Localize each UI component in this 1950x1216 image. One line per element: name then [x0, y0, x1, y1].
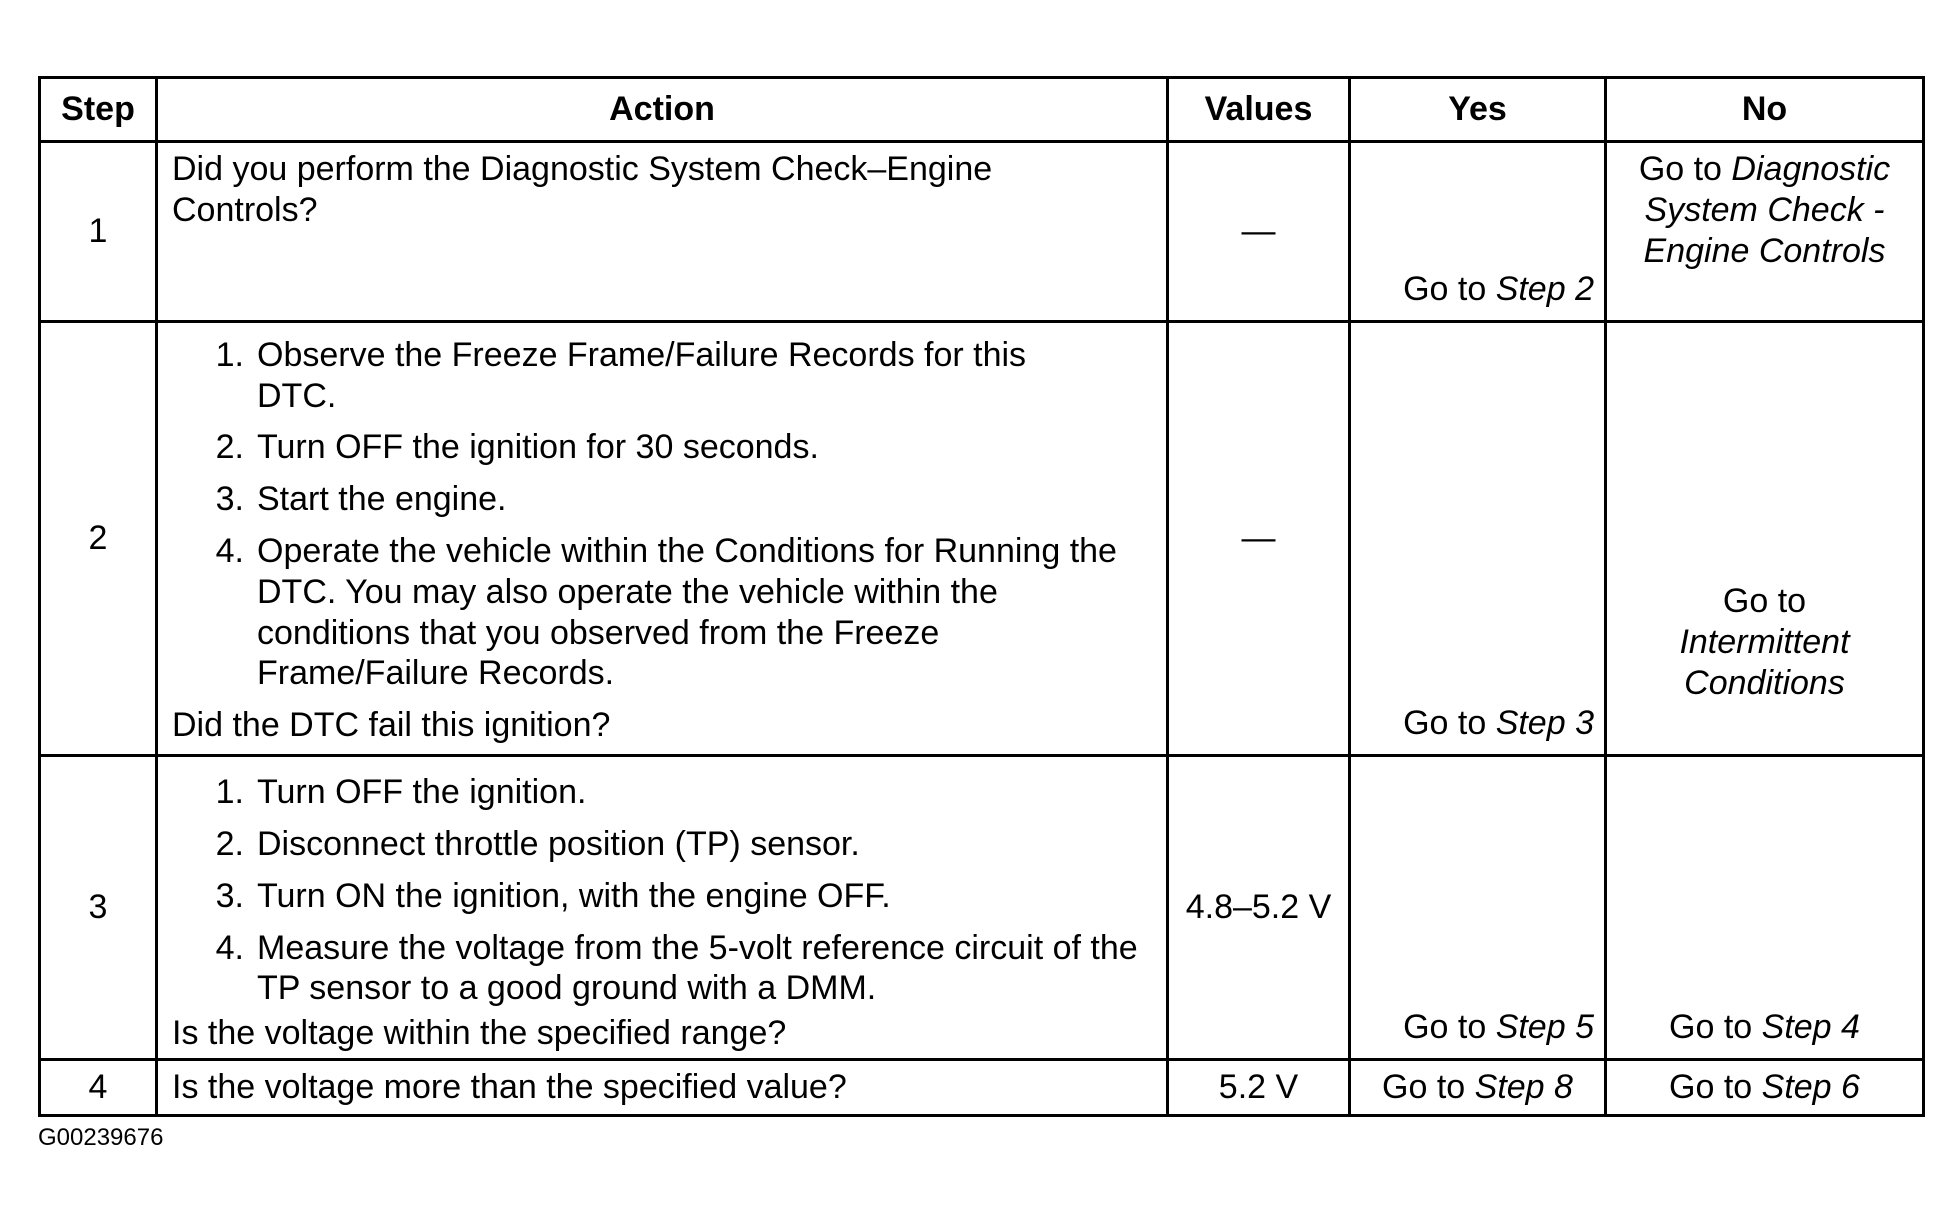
no-link: Intermittent Conditions [1679, 622, 1850, 702]
no-prefix: Go to [1669, 1068, 1762, 1107]
yes-cell [1350, 1060, 1606, 1116]
action-question: Did you perform the Diagnostic System Check–Engine Controls? [172, 150, 993, 229]
substep-text: Turn OFF the ignition for 30 seconds. [257, 428, 819, 467]
yes-prefix: Go to [1382, 1068, 1475, 1107]
yes-link: Step 2 [1495, 270, 1594, 309]
step-number: 3 [40, 756, 157, 1060]
table-row [40, 1060, 1924, 1116]
header-action: Action [157, 78, 1168, 142]
substep-text: Disconnect throttle position (TP) sensor. [257, 825, 860, 864]
yes-link: Step 3 [1495, 704, 1594, 743]
action-question: Did the DTC fail this ignition? [172, 706, 611, 745]
no-link: Step 4 [1761, 1008, 1860, 1047]
values-cell: 5.2 V [1168, 1060, 1350, 1116]
yes-cell [1350, 756, 1606, 1060]
yes-link: Step 5 [1495, 1008, 1594, 1047]
yes-link: Step 8 [1474, 1068, 1573, 1107]
list-item [172, 427, 1156, 468]
action-cell [157, 1060, 1168, 1116]
no-cell [1606, 1060, 1924, 1116]
substep-text: Turn OFF the ignition. [257, 773, 587, 812]
substep-number: 3. [215, 480, 244, 519]
values-cell: — [1168, 142, 1350, 322]
header-step: Step [40, 78, 157, 142]
no-cell [1606, 142, 1924, 322]
substep-number: 3. [215, 876, 244, 915]
yes-prefix: Go to [1403, 1008, 1496, 1047]
no-link: Step 6 [1761, 1068, 1860, 1107]
list-item [172, 335, 1156, 417]
no-cell [1606, 322, 1924, 756]
substep-list [172, 772, 1156, 1009]
step-number: 2 [40, 322, 157, 756]
diagnostic-table [38, 76, 1925, 1117]
step-number: 4 [40, 1060, 157, 1116]
list-item [172, 928, 1156, 1010]
list-item [172, 772, 1156, 813]
header-no: No [1606, 78, 1924, 142]
substep-number: 2. [215, 428, 244, 467]
substep-text: Start the engine. [257, 480, 507, 519]
list-item [172, 531, 1156, 694]
list-item [172, 876, 1156, 917]
yes-prefix: Go to [1403, 704, 1496, 743]
substep-number: 1. [215, 335, 244, 374]
yes-cell [1350, 322, 1606, 756]
no-prefix: Go to [1638, 150, 1732, 188]
action-question: Is the voltage more than the specified value? [172, 1068, 847, 1107]
substep-text: Operate the vehicle within the Conditions for Running the DTC. You may also operate the vehicle within the conditions that you observed from the Freeze Frame/Failure Records. [257, 532, 1117, 693]
header-row [40, 78, 1924, 142]
action-question: Is the voltage within the specified range? [172, 1014, 787, 1053]
no-prefix: Go to [1722, 582, 1807, 620]
table-row [40, 142, 1924, 322]
substep-text: Measure the voltage from the 5-volt reference circuit of the TP sensor to a good ground with a DMM. [257, 928, 1138, 1008]
header-values: Values [1168, 78, 1350, 142]
no-link: Diagnostic System Check - Engine Controls [1643, 150, 1891, 270]
no-cell [1606, 756, 1924, 1060]
step-number: 1 [40, 142, 157, 322]
substep-list [172, 335, 1156, 694]
values-cell: — [1168, 322, 1350, 756]
substep-text: Turn ON the ignition, with the engine OFF. [257, 876, 891, 915]
substep-number: 4. [215, 928, 244, 967]
action-cell [157, 756, 1168, 1060]
list-item [172, 824, 1156, 865]
action-cell [157, 142, 1168, 322]
yes-cell [1350, 142, 1606, 322]
table-row [40, 322, 1924, 756]
figure-code: G00239676 [38, 1124, 164, 1151]
table-row [40, 756, 1924, 1060]
substep-number: 2. [215, 825, 244, 864]
substep-text: Observe the Freeze Frame/Failure Records for this DTC. [257, 335, 1027, 415]
substep-number: 4. [215, 532, 244, 571]
list-item [172, 479, 1156, 520]
action-cell [157, 322, 1168, 756]
yes-prefix: Go to [1403, 270, 1496, 309]
substep-number: 1. [215, 773, 244, 812]
values-cell: 4.8–5.2 V [1168, 756, 1350, 1060]
no-prefix: Go to [1669, 1008, 1762, 1047]
header-yes: Yes [1350, 78, 1606, 142]
